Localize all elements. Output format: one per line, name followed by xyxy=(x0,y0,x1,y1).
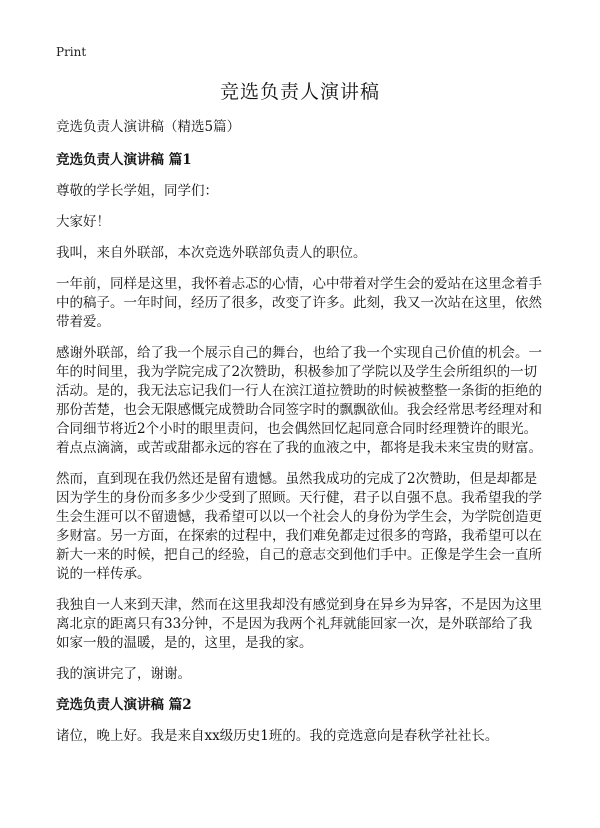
paragraph: 诸位，晚上好。我是来自xx级历史1班的。我的竞选意向是春秋学社社长。 xyxy=(56,728,499,744)
document-body xyxy=(56,118,544,758)
paragraph: 感谢外联部，给了我一个展示自己的舞台，也给了我一个实现自己价值的机会。一年的时间里，我为学院完成了2次赞助，积极参加了学院以及学生会所组织的一切活动。是的，我无法忘记我们一行人在滨江道拉赞助的时候被整整一条街的拒绝的那份苦楚，也会无限感慨完成赞助合同签字时的飘飘欲仙。我会经常思考经理对和合同细节将近2个小时的眼里责问，也会偶然回忆起同意合同时经理赞许的眼光。着点点滴滴，或苦或甜都永远的容在了我的血液之中，都将是我未来宝贵的财富。 xyxy=(56,345,542,456)
section-heading-1: 竞选负责人演讲稿 篇1 xyxy=(56,152,192,168)
document-subtitle: 竞选负责人演讲稿（精选5篇） xyxy=(56,119,241,135)
paragraph: 我的演讲完了，谢谢。 xyxy=(56,666,191,682)
paragraph: 尊敬的学长学姐，同学们： xyxy=(56,183,218,199)
paragraph: 我独自一人来到天津，然而在这里我却没有感觉到身在异乡为异客，不是因为这里离北京的距离只有33分钟，不是因为我两个礼拜就能回家一次，是外联部给了我如家一般的温暖，是的，这里，是我的家。 xyxy=(56,597,542,651)
paragraph: 一年前，同样是这里，我怀着忐忑的心情，心中带着对学生会的爱站在这里念着手中的稿子。一年时间，经历了很多，改变了许多。此刻，我又一次站在这里，依然带着爱。 xyxy=(56,276,542,330)
document-title: 竞选负责人演讲稿 xyxy=(219,81,380,103)
paragraph: 我叫，来自外联部，本次竞选外联部负责人的职位。 xyxy=(56,245,367,261)
paragraph: 然而，直到现在我仍然还是留有遗憾。虽然我成功的完成了2次赞助，但是却都是因为学生的身份而多多少少受到了照顾。天行健，君子以自强不息。我希望我的学生会生涯可以不留遗憾，我希望可以以一个社会人的身份为学生会，为学院创造更多财富。另一方面，在探索的过程中，我们难免都走过很多的弯路，我希望可以在新大一来的时候，把自己的经验，自己的意志交到他们手中。正像是学生会一直所说的一样传承。 xyxy=(56,471,542,582)
section-heading-2: 竞选负责人演讲稿 篇2 xyxy=(56,697,192,713)
print-label[interactable]: Print xyxy=(56,45,87,59)
paragraph: 大家好！ xyxy=(56,214,110,230)
